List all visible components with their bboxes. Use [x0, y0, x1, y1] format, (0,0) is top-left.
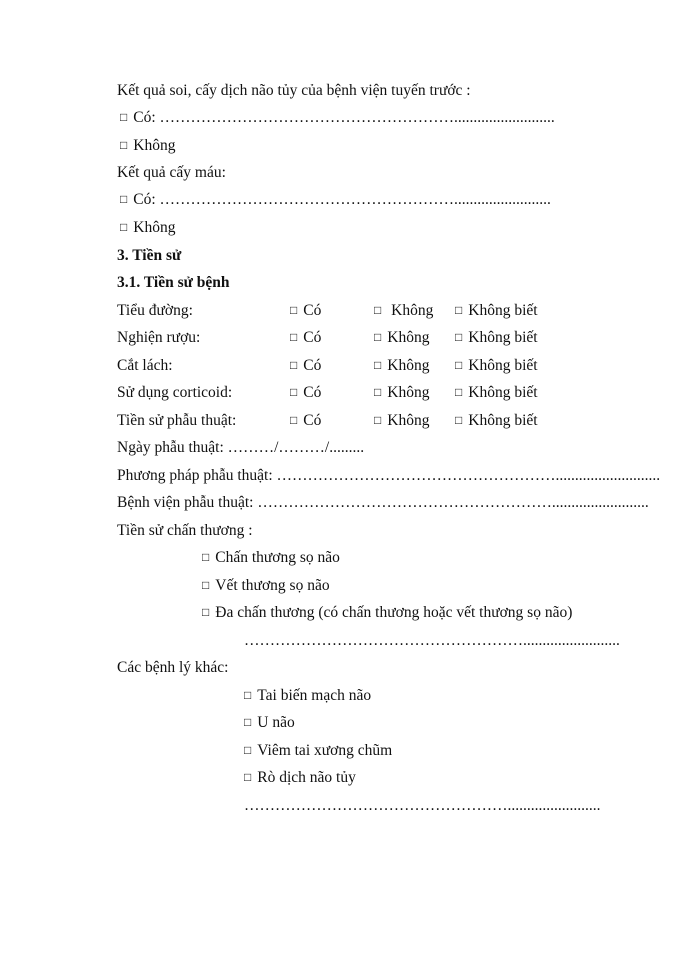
option-yes-label: Có	[303, 302, 322, 319]
option-unknown-label: Không biết	[468, 384, 538, 401]
csf-no-text: Không	[133, 137, 176, 154]
subsection-title: 3.1. Tiền sử bệnh	[117, 274, 230, 291]
checkbox-icon[interactable]: □	[455, 303, 463, 317]
option-no-label: Không	[387, 302, 434, 319]
checkbox-icon[interactable]: □	[120, 138, 128, 152]
other-disease-detail-field[interactable]: ……………………………………………........................	[244, 797, 601, 814]
option-yes[interactable]	[290, 301, 321, 321]
option-unknown[interactable]	[455, 356, 538, 376]
option-no[interactable]	[374, 411, 429, 431]
option-no-label: Không	[387, 384, 430, 401]
checkbox-icon[interactable]: □	[455, 358, 463, 372]
csf-result-label: Kết quả soi, cấy dịch não tủy của bệnh viện tuyến trước :	[117, 82, 471, 99]
trauma-history-label: Tiền sử chấn thương :	[117, 522, 253, 539]
option-unknown[interactable]	[455, 383, 538, 403]
blood-yes-option[interactable]	[120, 190, 551, 210]
checkbox-icon[interactable]: □	[290, 303, 298, 317]
checkbox-icon[interactable]: □	[244, 715, 252, 729]
history-label: Cắt lách:	[117, 357, 173, 374]
checkbox-icon[interactable]: □	[120, 220, 128, 234]
option-no[interactable]	[374, 328, 429, 348]
trauma-option-label: Đa chấn thương (có chấn thương hoặc vết thương sọ não)	[215, 604, 573, 621]
checkbox-icon[interactable]: □	[244, 743, 252, 757]
trauma-option-label: Vết thương sọ não	[215, 577, 330, 594]
option-no[interactable]	[374, 301, 433, 321]
disease-option[interactable]	[244, 741, 392, 761]
history-label: Tiền sử phẫu thuật:	[117, 412, 237, 429]
option-unknown[interactable]	[455, 328, 538, 348]
other-diseases-label: Các bệnh lý khác:	[117, 659, 229, 676]
disease-option[interactable]	[244, 686, 371, 706]
option-yes[interactable]	[290, 411, 321, 431]
disease-option-label: Viêm tai xương chũm	[257, 742, 393, 759]
option-yes-label: Có	[303, 384, 322, 401]
checkbox-icon[interactable]: □	[244, 770, 252, 784]
checkbox-icon[interactable]: □	[202, 550, 210, 564]
checkbox-icon[interactable]: □	[374, 303, 382, 317]
checkbox-icon[interactable]: □	[290, 385, 298, 399]
checkbox-icon[interactable]: □	[455, 413, 463, 427]
option-yes-label: Có	[303, 412, 322, 429]
checkbox-icon[interactable]: □	[202, 605, 210, 619]
checkbox-icon[interactable]: □	[290, 330, 298, 344]
checkbox-icon[interactable]: □	[202, 578, 210, 592]
option-unknown[interactable]	[455, 411, 538, 431]
section-title: 3. Tiền sử	[117, 247, 182, 264]
option-unknown-label: Không biết	[468, 412, 538, 429]
blood-no-text: Không	[133, 219, 176, 236]
surgery-hospital-field[interactable]: Bệnh viện phẫu thuật: ………………………………………………….........................	[117, 494, 649, 511]
checkbox-icon[interactable]: □	[374, 358, 382, 372]
option-yes[interactable]	[290, 328, 321, 348]
option-no-label: Không	[387, 357, 430, 374]
checkbox-icon[interactable]: □	[374, 330, 382, 344]
csf-yes-option[interactable]	[120, 108, 555, 128]
disease-option[interactable]	[244, 713, 295, 733]
checkbox-icon[interactable]: □	[290, 413, 298, 427]
option-yes[interactable]	[290, 383, 321, 403]
disease-option-label: Rò dịch não tủy	[257, 769, 356, 786]
option-no-label: Không	[387, 329, 430, 346]
checkbox-icon[interactable]: □	[120, 192, 128, 206]
option-unknown-label: Không biết	[468, 357, 538, 374]
checkbox-icon[interactable]: □	[374, 385, 382, 399]
option-unknown-label: Không biết	[468, 329, 538, 346]
option-yes-label: Có	[303, 357, 322, 374]
csf-yes-text: Có: …………………………………………………..........................	[133, 109, 555, 126]
checkbox-icon[interactable]: □	[120, 110, 128, 124]
trauma-option[interactable]	[202, 576, 330, 596]
blood-yes-text: Có: ………………………………………………….........................	[133, 191, 551, 208]
checkbox-icon[interactable]: □	[455, 385, 463, 399]
checkbox-icon[interactable]: □	[244, 688, 252, 702]
history-label: Sử dụng corticoid:	[117, 384, 233, 401]
surgery-date-field[interactable]: Ngày phẫu thuật: ………/………/.........	[117, 439, 365, 456]
option-unknown[interactable]	[455, 301, 538, 321]
disease-option-label: U não	[257, 714, 295, 731]
blood-no-option[interactable]	[120, 218, 175, 238]
checkbox-icon[interactable]: □	[455, 330, 463, 344]
option-yes-label: Có	[303, 329, 322, 346]
csf-no-option[interactable]	[120, 136, 175, 156]
disease-option[interactable]	[244, 768, 356, 788]
option-no[interactable]	[374, 356, 429, 376]
checkbox-icon[interactable]: □	[290, 358, 298, 372]
disease-option-label: Tai biến mạch não	[257, 687, 372, 704]
trauma-option[interactable]	[202, 603, 572, 623]
option-no-label: Không	[387, 412, 430, 429]
surgery-method-field[interactable]: Phương pháp phẫu thuật: ………………………………………………...........................	[117, 467, 661, 484]
option-no[interactable]	[374, 383, 429, 403]
history-label: Nghiện rượu:	[117, 329, 201, 346]
option-unknown-label: Không biết	[468, 302, 538, 319]
history-label: Tiểu đường:	[117, 302, 193, 319]
trauma-option-label: Chấn thương sọ não	[215, 549, 340, 566]
option-yes[interactable]	[290, 356, 321, 376]
checkbox-icon[interactable]: □	[374, 413, 382, 427]
trauma-option[interactable]	[202, 548, 340, 568]
trauma-detail-field[interactable]: ……………………………………………….........................	[244, 632, 620, 649]
blood-culture-label: Kết quả cấy máu:	[117, 164, 226, 181]
